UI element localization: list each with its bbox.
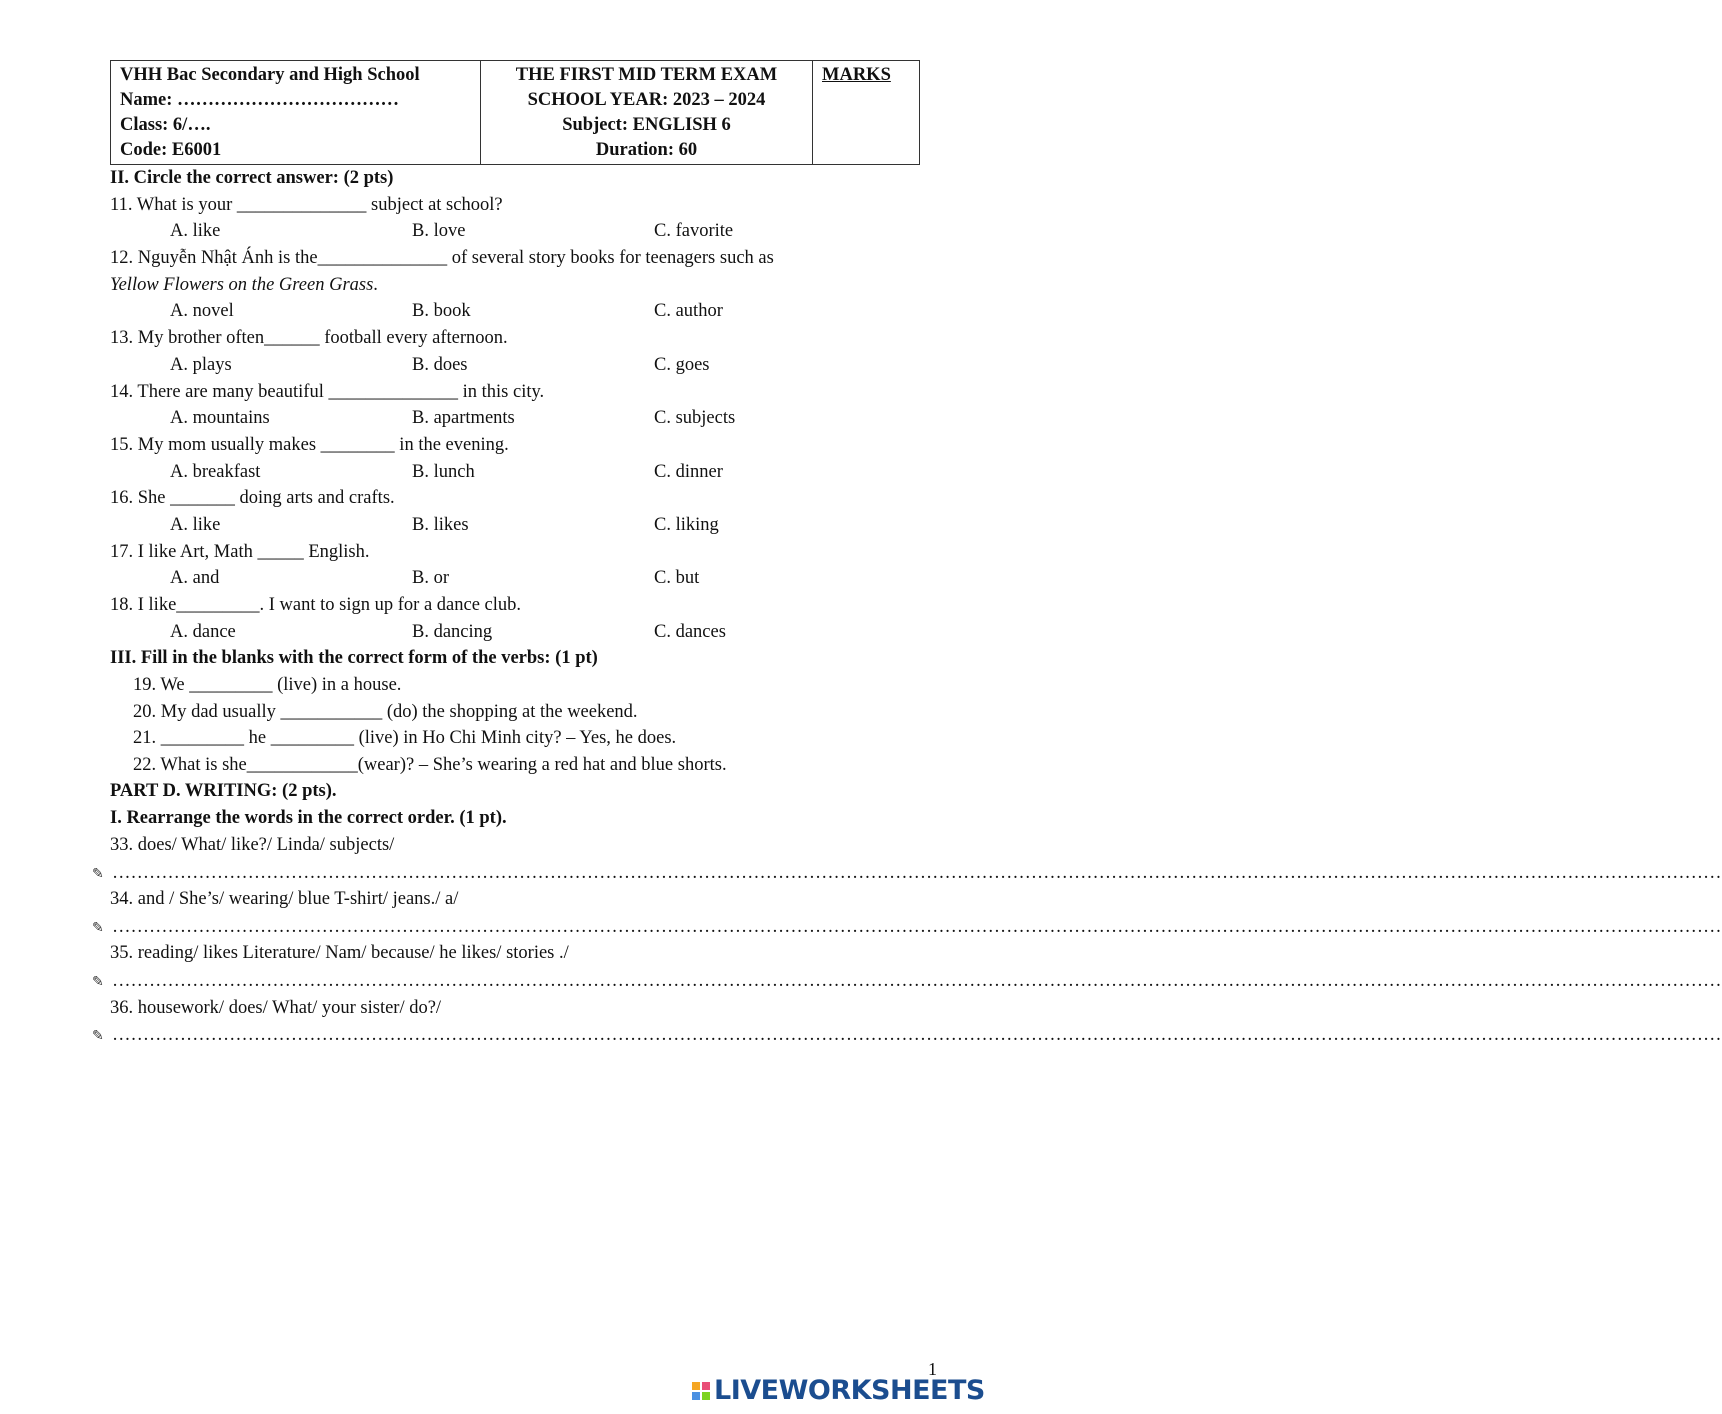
question-16: 16. She _______ doing arts and crafts. [110, 488, 395, 508]
rearrange-36: 36. housework/ does/ What/ your sister/ do?/ [110, 998, 442, 1018]
q11-option-b[interactable]: B. love [412, 221, 466, 241]
exam-code: Code: E6001 [120, 140, 222, 160]
q16-option-b[interactable]: B. likes [412, 515, 469, 535]
q12-option-c[interactable]: C. author [654, 301, 723, 321]
q11-option-a[interactable]: A. like [170, 221, 221, 241]
pencil-icon: ✎ [92, 920, 104, 936]
q16-option-c[interactable]: C. liking [654, 515, 719, 535]
logo-grid-icon [692, 1382, 710, 1400]
q12-option-b[interactable]: B. book [412, 301, 471, 321]
fill-blank-19[interactable]: 19. We _________ (live) in a house. [133, 675, 402, 695]
answer-dots: ……………………………………………………………………………………………………………………………………………………………………………………………………………………………………… [112, 917, 1722, 937]
class-field: Class: 6/…. [120, 115, 211, 135]
question-12: 12. Nguyễn Nhật Ánh is the______________ of several story books for teenagers such as [110, 248, 774, 268]
exam-header-table [110, 60, 920, 165]
answer-line-35[interactable] [92, 970, 1722, 993]
question-13: 13. My brother often______ football every afternoon. [110, 328, 508, 348]
q18-option-b[interactable]: B. dancing [412, 622, 493, 642]
section-2-title: II. Circle the correct answer: (2 pts) [110, 168, 394, 188]
q11-option-c[interactable]: C. favorite [654, 221, 734, 241]
q18-option-a[interactable]: A. dance [170, 622, 236, 642]
fill-blank-20[interactable]: 20. My dad usually ___________ (do) the shopping at the weekend. [133, 702, 638, 722]
q13-option-c[interactable]: C. goes [654, 355, 710, 375]
fill-blank-22[interactable]: 22. What is she____________(wear)? – She’s wearing a red hat and blue shorts. [133, 755, 727, 775]
answer-dots: ……………………………………………………………………………………………………………………………………………………………………………………………………………………………………… [112, 863, 1722, 883]
q18-option-c[interactable]: C. dances [654, 622, 726, 642]
marks-label: MARKS [822, 65, 891, 85]
q13-option-b[interactable]: B. does [412, 355, 468, 375]
header-marks [813, 61, 919, 164]
q14-option-b[interactable]: B. apartments [412, 408, 515, 428]
answer-dots: ……………………………………………………………………………………………………………………………………………………………………………………………………………………………………… [112, 971, 1722, 991]
rearrange-title: I. Rearrange the words in the correct order. (1 pt). [110, 808, 507, 828]
question-17: 17. I like Art, Math _____ English. [110, 542, 370, 562]
part-d-title: PART D. WRITING: (2 pts). [110, 781, 337, 801]
question-12-continued [110, 274, 378, 296]
question-11: 11. What is your ______________ subject at school? [110, 195, 503, 215]
school-year: SCHOOL YEAR: 2023 – 2024 [527, 90, 766, 110]
answer-line-36[interactable] [92, 1024, 1722, 1047]
header-school-info [111, 61, 481, 164]
q17-option-a[interactable]: A. and [170, 568, 220, 588]
answer-line-33[interactable] [92, 862, 1722, 885]
q13-option-a[interactable]: A. plays [170, 355, 232, 375]
q17-option-c[interactable]: C. but [654, 568, 700, 588]
q15-option-a[interactable]: A. breakfast [170, 462, 261, 482]
section-3-title: III. Fill in the blanks with the correct form of the verbs: (1 pt) [110, 648, 598, 668]
rearrange-34: 34. and / She’s/ wearing/ blue T-shirt/ jeans./ a/ [110, 889, 459, 909]
pencil-icon: ✎ [92, 866, 104, 882]
question-15: 15. My mom usually makes ________ in the evening. [110, 435, 509, 455]
q12-option-a[interactable]: A. novel [170, 301, 234, 321]
q15-option-c[interactable]: C. dinner [654, 462, 723, 482]
pencil-icon: ✎ [92, 974, 104, 990]
rearrange-35: 35. reading/ likes Literature/ Nam/ because/ he likes/ stories ./ [110, 943, 569, 963]
school-name: VHH Bac Secondary and High School [120, 65, 420, 85]
q14-option-a[interactable]: A. mountains [170, 408, 270, 428]
q17-option-b[interactable]: B. or [412, 568, 449, 588]
q15-option-b[interactable]: B. lunch [412, 462, 475, 482]
answer-dots: ……………………………………………………………………………………………………………………………………………………………………………………………………………………………………… [112, 1025, 1722, 1045]
liveworksheets-logo [692, 1375, 985, 1406]
question-18: 18. I like_________. I want to sign up for a dance club. [110, 595, 522, 615]
page-number: 1 [928, 1359, 937, 1379]
question-12-period: . [373, 275, 378, 295]
header-exam-info [481, 61, 813, 164]
duration: Duration: 60 [595, 140, 698, 160]
book-title: Yellow Flowers on the Green Grass [110, 275, 374, 295]
q14-option-c[interactable]: C. subjects [654, 408, 736, 428]
student-name-field: Name: ……………………………… [120, 90, 400, 110]
exam-title: THE FIRST MID TERM EXAM [515, 65, 778, 85]
fill-blank-21[interactable]: 21. _________ he _________ (live) in Ho Chi Minh city? – Yes, he does. [133, 728, 677, 748]
q16-option-a[interactable]: A. like [170, 515, 221, 535]
pencil-icon: ✎ [92, 1028, 104, 1044]
subject: Subject: ENGLISH 6 [562, 115, 731, 135]
answer-line-34[interactable] [92, 916, 1722, 939]
question-14: 14. There are many beautiful ______________ in this city. [110, 382, 545, 402]
logo-text: LIVEWORKSHEETS [714, 1375, 985, 1406]
rearrange-33: 33. does/ What/ like?/ Linda/ subjects/ [110, 835, 395, 855]
